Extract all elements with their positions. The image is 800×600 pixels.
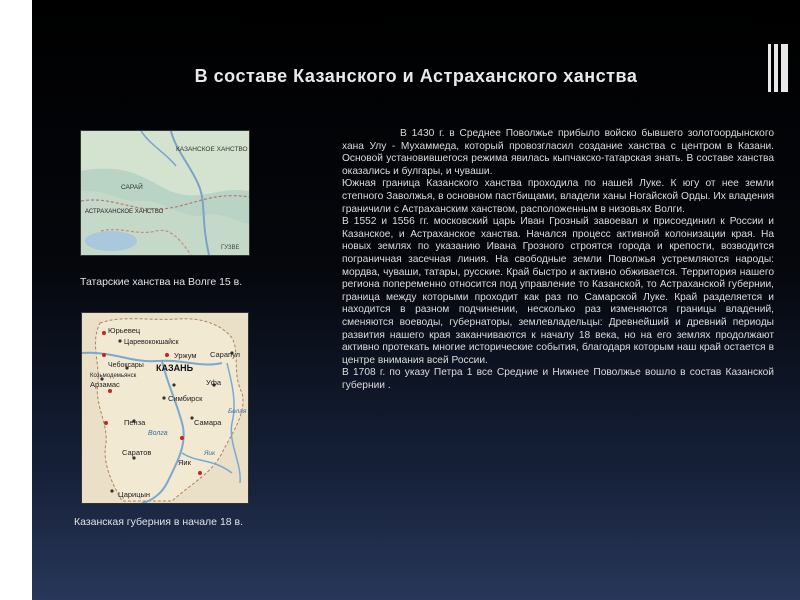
- map2-label: Яик: [204, 450, 216, 457]
- paragraph: В 1552 и 1556 гг. московский царь Иван Грозный завоевал и присоединил к России и Казанское, и Астраханское ханства. Начался процесс активной колонизации края. На новых землях по указанию Ивана Грозного строятся города и крепости, возводится пограничная засечная линия. На свободные земли Поволжья устремляются народы: мордва, чуваши, татары, русские. Край быстро и активно обживается. Территория нашего региона попеременно относится под управление то Казанской, то Астраханской губернии, граница между которыми проходит как раз по Самарской Луке. Край разделяется и находится в разном подчинении, несколько раз изменяются границы владений, сменяются воеводы, губернаторы, землевладельцы: Древнейший и древний периоды развития нашего края заканчиваются к началу 18 века, но на его землях продолжают активно протекать многие исторические события, благодаря которым наш край остается в центре внимания всей России.: [342, 216, 774, 366]
- map2-label: Симбирск: [168, 394, 203, 403]
- paragraph: Южная граница Казанского ханства проходила по нашей Луке. К югу от нее земли степного Заволжья, в основном пастбищами, владели ханы Ногайской Орды. Их владения граничили с Астраханским ханством, расположенным в низовьях Волги.: [342, 178, 774, 215]
- map2-caption: Казанская губерния в начале 18 в.: [74, 516, 244, 528]
- history-text: [342, 128, 774, 392]
- map2-label: Пенза: [124, 418, 146, 427]
- kazan-governorate-map: [81, 312, 249, 504]
- map1-label: ГУЗВЕ: [221, 245, 240, 251]
- map2-label: Арзамас: [90, 380, 120, 389]
- slide: [32, 0, 800, 600]
- map2-label: Белая: [228, 408, 247, 415]
- map2-label: Самара: [194, 418, 222, 427]
- map2-label: Юрьевец: [108, 326, 141, 335]
- khanates-map: [80, 130, 250, 256]
- map2-label: Уржум: [174, 351, 197, 360]
- paragraph: В 1430 г. в Среднее Поволжье прибыло войско бывшего золотоордынского хана Улу - Мухаммеда, который провозгласил создание ханства с центром в Казани. Основой установившегося режима явилась кыпчакско-татарская знать. В составе ханства оказались и булгары, и чуваши.: [342, 128, 774, 177]
- map2-label: Царевококшайск: [124, 339, 179, 346]
- map2-label: Чебоксары: [108, 362, 144, 369]
- map2-label: Царицын: [118, 490, 151, 499]
- map2-label: Сарапул: [210, 350, 241, 359]
- map2-label: Волга: [148, 430, 168, 437]
- slide-title: В составе Казанского и Астраханского ханства: [194, 66, 638, 86]
- map2-label: Козьмодемьянск: [90, 373, 137, 379]
- map1-label: АСТРАХАНСКОЕ ХАНСТВО: [85, 209, 164, 215]
- map2-label: Саратов: [122, 448, 152, 457]
- map1-caption: Татарские ханства на Волге 15 в.: [80, 276, 243, 288]
- paragraph: В 1708 г. по указу Петра 1 все Средние и Нижнее Поволжье вошло в состав Казанской губернии .: [342, 367, 774, 391]
- map2-label: Уфа: [206, 378, 222, 387]
- map2-label: КАЗАНЬ: [156, 363, 194, 373]
- map1-label: САРАЙ: [121, 184, 143, 191]
- map1-label: КАЗАНСКОЕ ХАНСТВО: [176, 146, 248, 153]
- map2-label: Яик: [178, 458, 191, 467]
